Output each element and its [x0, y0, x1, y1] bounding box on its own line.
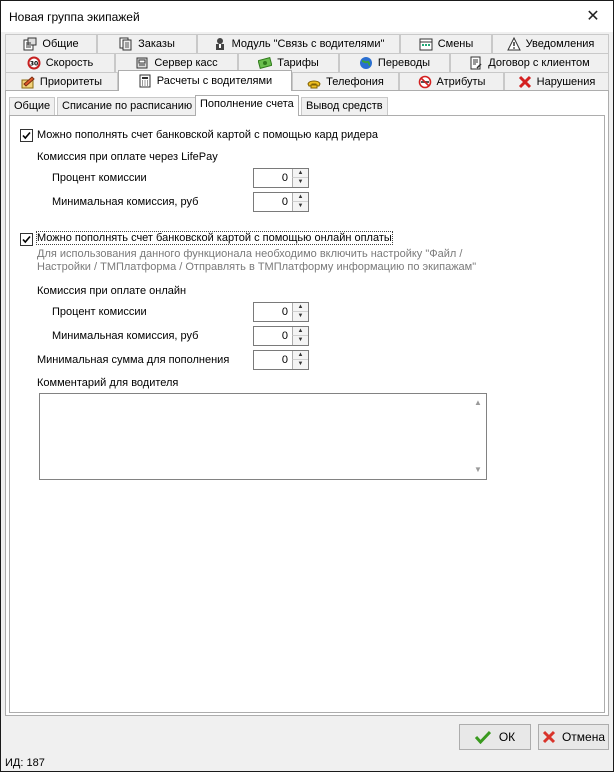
inner-tab-general[interactable]: Общие	[9, 97, 55, 115]
stepper-value: 0	[281, 172, 288, 184]
tariffs-icon	[258, 56, 272, 70]
card-reader-checkbox[interactable]	[20, 129, 33, 142]
tab-speed[interactable]	[5, 53, 115, 72]
priority-icon	[21, 75, 35, 89]
online-percent-stepper[interactable]	[253, 302, 309, 322]
cash-server-icon	[135, 56, 149, 70]
contract-icon	[469, 56, 483, 70]
speed-limit-text: 30	[29, 60, 38, 68]
stepper-down-icon[interactable]: ▼	[292, 336, 308, 345]
stepper-up-icon[interactable]: ▲	[292, 169, 308, 178]
stepper-down-icon[interactable]: ▼	[292, 312, 308, 321]
lifepay-section-title: Комиссия при оплате через LifePay	[37, 151, 218, 163]
status-id: ИД: 187	[5, 757, 45, 769]
speed-limit-icon	[27, 56, 41, 70]
globe-icon	[359, 56, 373, 70]
stepper-value: 0	[281, 196, 288, 208]
tab-priorities[interactable]	[5, 72, 118, 91]
phone-icon	[307, 75, 321, 89]
online-min-stepper[interactable]	[253, 326, 309, 346]
online-hint-line1: Для использования данного функционала необходимо включить настройку "Файл /	[37, 248, 463, 260]
tab-telephony[interactable]	[292, 72, 399, 91]
cancel-label: Отмена	[561, 730, 606, 744]
lifepay-min-label: Минимальная комиссия, руб	[52, 196, 199, 208]
stepper-value: 0	[281, 330, 288, 342]
tab-shifts[interactable]	[400, 34, 492, 53]
violation-icon	[518, 75, 532, 89]
lifepay-min-stepper[interactable]	[253, 192, 309, 212]
scroll-down-icon[interactable]: ▼	[474, 465, 482, 474]
topup-panel	[9, 115, 605, 713]
settlements-panel	[5, 90, 609, 716]
online-payment-checkbox[interactable]	[20, 233, 33, 246]
cancel-button[interactable]	[538, 724, 609, 750]
tab-driver-module[interactable]	[197, 34, 400, 53]
tab-violations[interactable]	[504, 72, 609, 91]
scroll-up-icon[interactable]: ▲	[474, 398, 482, 407]
tab-label: Общие	[42, 38, 79, 50]
driver-comment-label: Комментарий для водителя	[37, 377, 179, 389]
warning-icon	[507, 37, 521, 51]
stepper-value: 0	[281, 306, 288, 318]
tab-label: Заказы	[138, 38, 175, 50]
ok-label: ОК	[498, 730, 516, 744]
tab-attributes[interactable]	[399, 72, 504, 91]
tab-translations[interactable]	[339, 53, 450, 72]
stepper-up-icon[interactable]: ▲	[292, 327, 308, 336]
online-section-title: Комиссия при оплате онлайн	[37, 285, 187, 297]
min-topup-stepper[interactable]	[253, 350, 309, 370]
online-percent-label: Процент комиссии	[52, 306, 147, 318]
stepper-up-icon[interactable]: ▲	[292, 303, 308, 312]
online-min-label: Минимальная комиссия, руб	[52, 330, 199, 342]
online-hint-line2: Настройки / ТМПлатформа / Отправлять в ТМПлатформу информацию по экипажам"	[37, 261, 477, 273]
cancel-x-icon	[542, 730, 556, 744]
tab-label: Переводы	[377, 57, 431, 69]
settings-icon	[23, 37, 37, 51]
tab-general[interactable]	[5, 34, 97, 53]
online-payment-label: Можно пополнять счет банковской картой с помощью онлайн оплаты	[37, 232, 392, 244]
tab-label: Расчеты с водителями	[156, 75, 273, 87]
card-reader-label: Можно пополнять счет банковской картой с помощью кард ридера	[37, 129, 379, 141]
ok-button[interactable]	[459, 724, 531, 750]
stepper-down-icon[interactable]: ▼	[292, 202, 308, 211]
shifts-icon	[419, 37, 433, 51]
tab-label: Договор с клиентом	[488, 57, 590, 69]
tab-driver-settlements[interactable]	[118, 70, 292, 91]
tab-label: Тарифы	[277, 57, 319, 69]
tab-label: Нарушения	[536, 76, 596, 88]
tab-label: Уведомления	[525, 38, 595, 50]
tab-orders[interactable]	[97, 34, 197, 53]
tab-label: Скорость	[45, 57, 94, 69]
stepper-up-icon[interactable]: ▲	[292, 193, 308, 202]
inner-tab-withdrawal[interactable]: Вывод средств	[301, 97, 388, 115]
stepper-down-icon[interactable]: ▼	[292, 178, 308, 187]
title-bar	[1, 1, 613, 32]
tab-label: Телефония	[326, 76, 384, 88]
driver-comment-textarea[interactable]	[39, 393, 487, 480]
close-button[interactable]: ✕	[586, 8, 600, 25]
tab-label: Модуль "Связь с водителями"	[231, 38, 385, 50]
lifepay-percent-stepper[interactable]	[253, 168, 309, 188]
orders-icon	[119, 37, 133, 51]
stepper-up-icon[interactable]: ▲	[292, 351, 308, 360]
tab-label: Атрибуты	[436, 76, 486, 88]
window-title: Новая группа экипажей	[9, 10, 140, 24]
calculator-icon	[138, 74, 152, 88]
tab-label: Сервер касс	[154, 57, 218, 69]
stepper-down-icon[interactable]: ▼	[292, 360, 308, 369]
tab-notifications[interactable]	[492, 34, 609, 53]
inner-tab-scheduled-charge[interactable]: Списание по расписанию	[57, 97, 197, 115]
min-topup-label: Минимальная сумма для пополнения	[37, 354, 230, 366]
checkmark-icon	[475, 730, 491, 744]
tab-label: Приоритеты	[39, 76, 103, 88]
inner-tab-account-topup[interactable]: Пополнение счета	[195, 95, 299, 116]
tab-label: Смены	[437, 38, 474, 50]
lifepay-percent-label: Процент комиссии	[52, 172, 147, 184]
no-smoking-icon	[418, 75, 432, 89]
stepper-value: 0	[281, 354, 288, 366]
tab-client-contract[interactable]	[450, 53, 609, 72]
driver-icon	[213, 37, 227, 51]
